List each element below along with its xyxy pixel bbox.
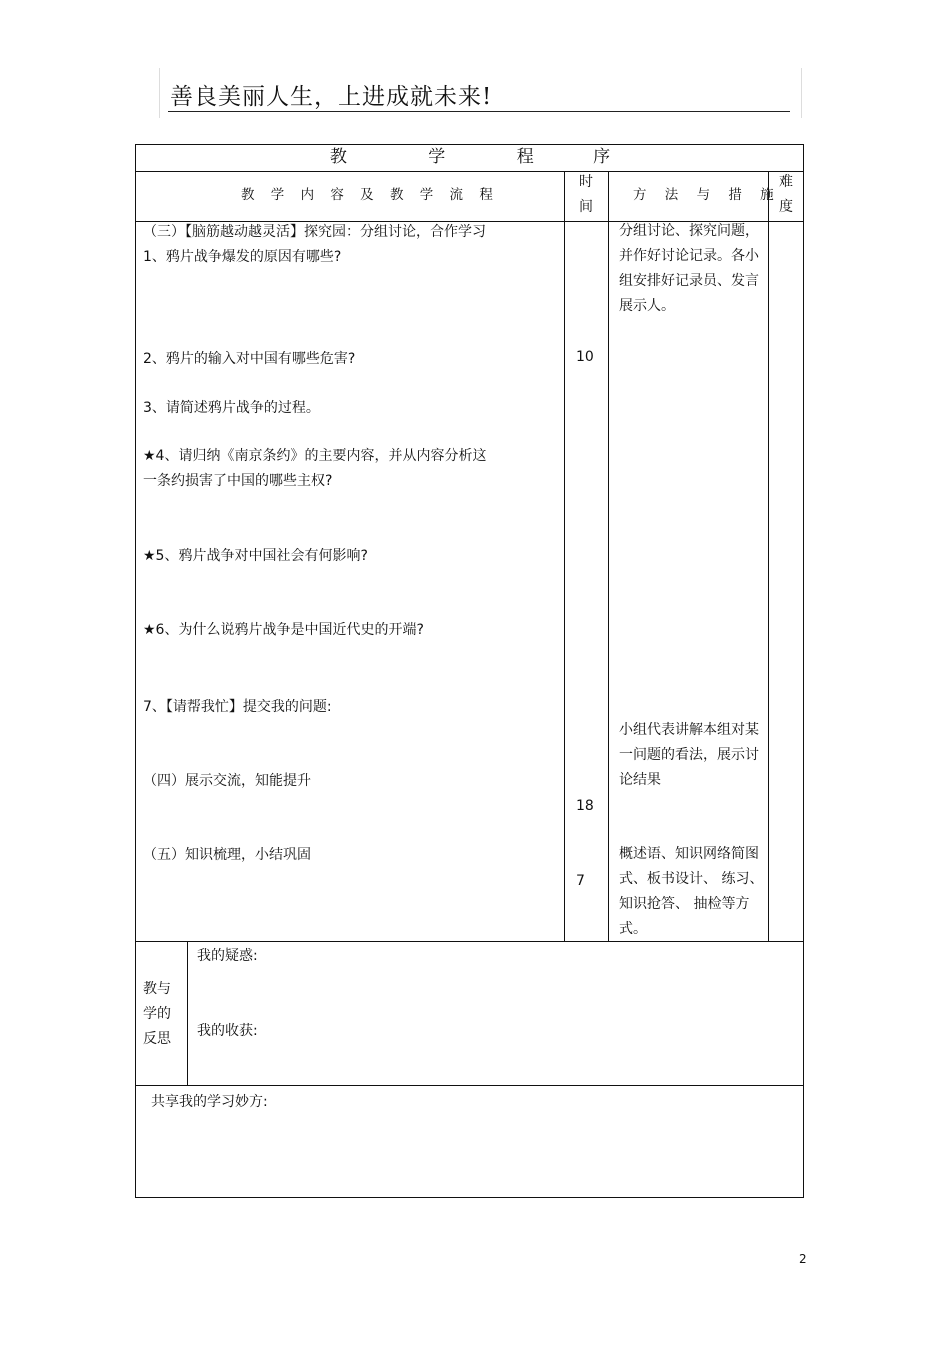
title-char: 序 [593,147,611,167]
col-divider-method [608,171,609,942]
doubts-label: 我的疑惑: [197,948,258,964]
question-4-line-2: 一条约损害了中国的哪些主权? [143,473,333,489]
title-char: 程 [516,147,534,167]
question-1: 1、鸦片战争爆发的原因有哪些? [143,249,342,265]
header-motto: 善良美丽人生，上进成就未来! [170,84,493,110]
question-2: 2、鸦片的输入对中国有哪些危害? [143,351,356,367]
header-rule [168,111,790,112]
question-3: 3、请简述鸦片战争的过程。 [143,400,320,416]
title-char: 教 [329,147,347,167]
reflection-row-divider [135,1085,804,1086]
method-text: 分组讨论、探究问题，并作好讨论记录。各小组安排好记录员、发言展示人。 [619,223,759,314]
table-border-right [803,144,804,1198]
col-header-content: 教 学 内 容 及 教 学 流 程 [241,187,499,203]
question-4-line-1: ★4、请归纳《南京条约》的主要内容，并从内容分析这 [143,448,487,464]
reflection-label: 教与学的反思 [143,981,171,1047]
time-value: 10 [576,349,594,365]
col-header-time-1: 时 [579,174,593,190]
share-label: 共享我的学习妙方: [151,1094,268,1110]
col-divider-time [564,171,565,942]
title-row-divider [135,171,804,172]
method-text: 小组代表讲解本组对某一问题的看法，展示讨论结果 [619,722,759,788]
question-7: 7、【请帮我忙】提交我的问题: [143,699,332,715]
col-header-time-2: 间 [579,199,593,215]
page-number: 2 [799,1252,807,1266]
section-5-heading: （五）知识梳理，小结巩固 [143,847,311,863]
col-header-difficulty-1: 难 [779,174,793,190]
table-border-bottom [135,1197,804,1198]
time-value: 7 [576,873,585,889]
section-3-heading: （三）【脑筋越动越灵活】探究园：分组讨论，合作学习 [143,224,486,240]
col-divider-difficulty [768,171,769,942]
col-header-difficulty-2: 度 [779,199,793,215]
question-6: ★6、为什么说鸦片战争是中国近代史的开端? [143,622,424,638]
method-text: 概述语、知识网络简图式、板书设计、 练习、知识抢答、 抽检等方式。 [619,846,764,937]
header-margin-mark-right [801,68,802,118]
section-4-heading: （四）展示交流，知能提升 [143,773,311,789]
time-value: 18 [576,798,594,814]
col-header-method: 方 法 与 措 施 [633,187,781,203]
table-border-left [135,144,136,1198]
table-title [136,144,804,170]
question-5: ★5、鸦片战争对中国社会有何影响? [143,548,368,564]
col-divider-reflection [187,941,188,1086]
header-margin-mark-left [159,68,160,118]
title-char: 学 [428,147,446,167]
gains-label: 我的收获: [197,1023,258,1039]
